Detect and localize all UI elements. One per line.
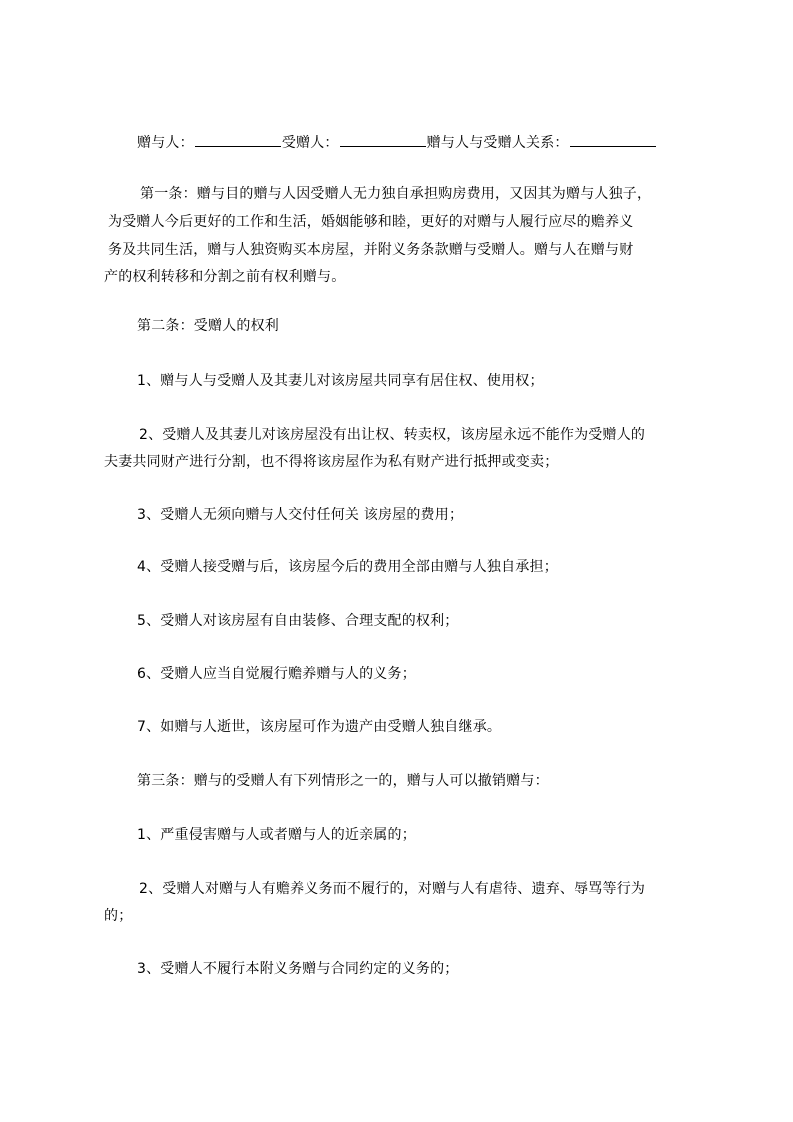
donor-blank [195,132,281,147]
donee-blank [340,132,426,147]
article2-item-2-line-2: 夫妻共同财产进行分割，也不得将该房屋作为私有财产进行抵押或变卖； [104,454,559,470]
article2-item-1: 1、赠与人与受赠人及其妻儿对该房屋共同享有居住权、使用权； [137,373,544,389]
article2-item-3: 3、受赠人无须向赠与人交付任何关 该房屋的费用； [137,507,464,523]
article2-title: 第二条：受赠人的权利 [137,318,279,334]
article3-item-1: 1、严重侵害赠与人或者赠与人的近亲属的； [137,827,416,843]
article1-line-2: 为受赠人今后更好的工作和生活，婚姻能够和睦，更好的对赠与人履行应尽的赡养义 [108,214,634,230]
article2-item-4: 4、受赠人接受赠与后，该房屋今后的费用全部由赠与人独自承担； [137,559,558,575]
article3-title: 第三条：赠与的受赠人有下列情形之一的，赠与人可以撤销赠与： [137,773,549,789]
article2-item-2-line-1: 2、受赠人及其妻儿对该房屋没有出让权、转卖权，该房屋永远不能作为受赠人的 [139,427,646,443]
article3-item-2-line-1: 2、受赠人对赠与人有赡养义务而不履行的，对赠与人有虐待、遗弃、辱骂等行为 [139,881,646,897]
article1-line-3: 务及共同生活，赠与人独资购买本房屋，并附义务条款赠与受赠人。赠与人在赠与财 [108,242,634,258]
article2-item-7: 7、如赠与人逝世，该房屋可作为遗产由受赠人独自继承。 [137,719,502,735]
article2-item-5: 5、受赠人对该房屋有自由装修、合理支配的权利； [137,613,459,629]
relation-label: 赠与人与受赠人关系： [426,135,569,151]
article3-item-3: 3、受赠人不履行本附义务赠与合同约定的义务的； [137,961,459,977]
donee-label: 受赠人： [281,135,339,151]
article1-line-1: 第一条：赠与目的赠与人因受赠人无力独自承担购房费用，又因其为赠与人独子， [140,186,652,202]
article1-line-4: 产的权利转移和分割之前有权利赠与。 [104,269,346,285]
parties-line [137,132,657,153]
article3-item-2-line-2: 的； [104,908,133,924]
relation-blank [570,132,656,147]
article2-item-6: 6、受赠人应当自觉履行赡养赠与人的义务； [137,666,416,682]
donor-label: 赠与人： [137,135,194,151]
